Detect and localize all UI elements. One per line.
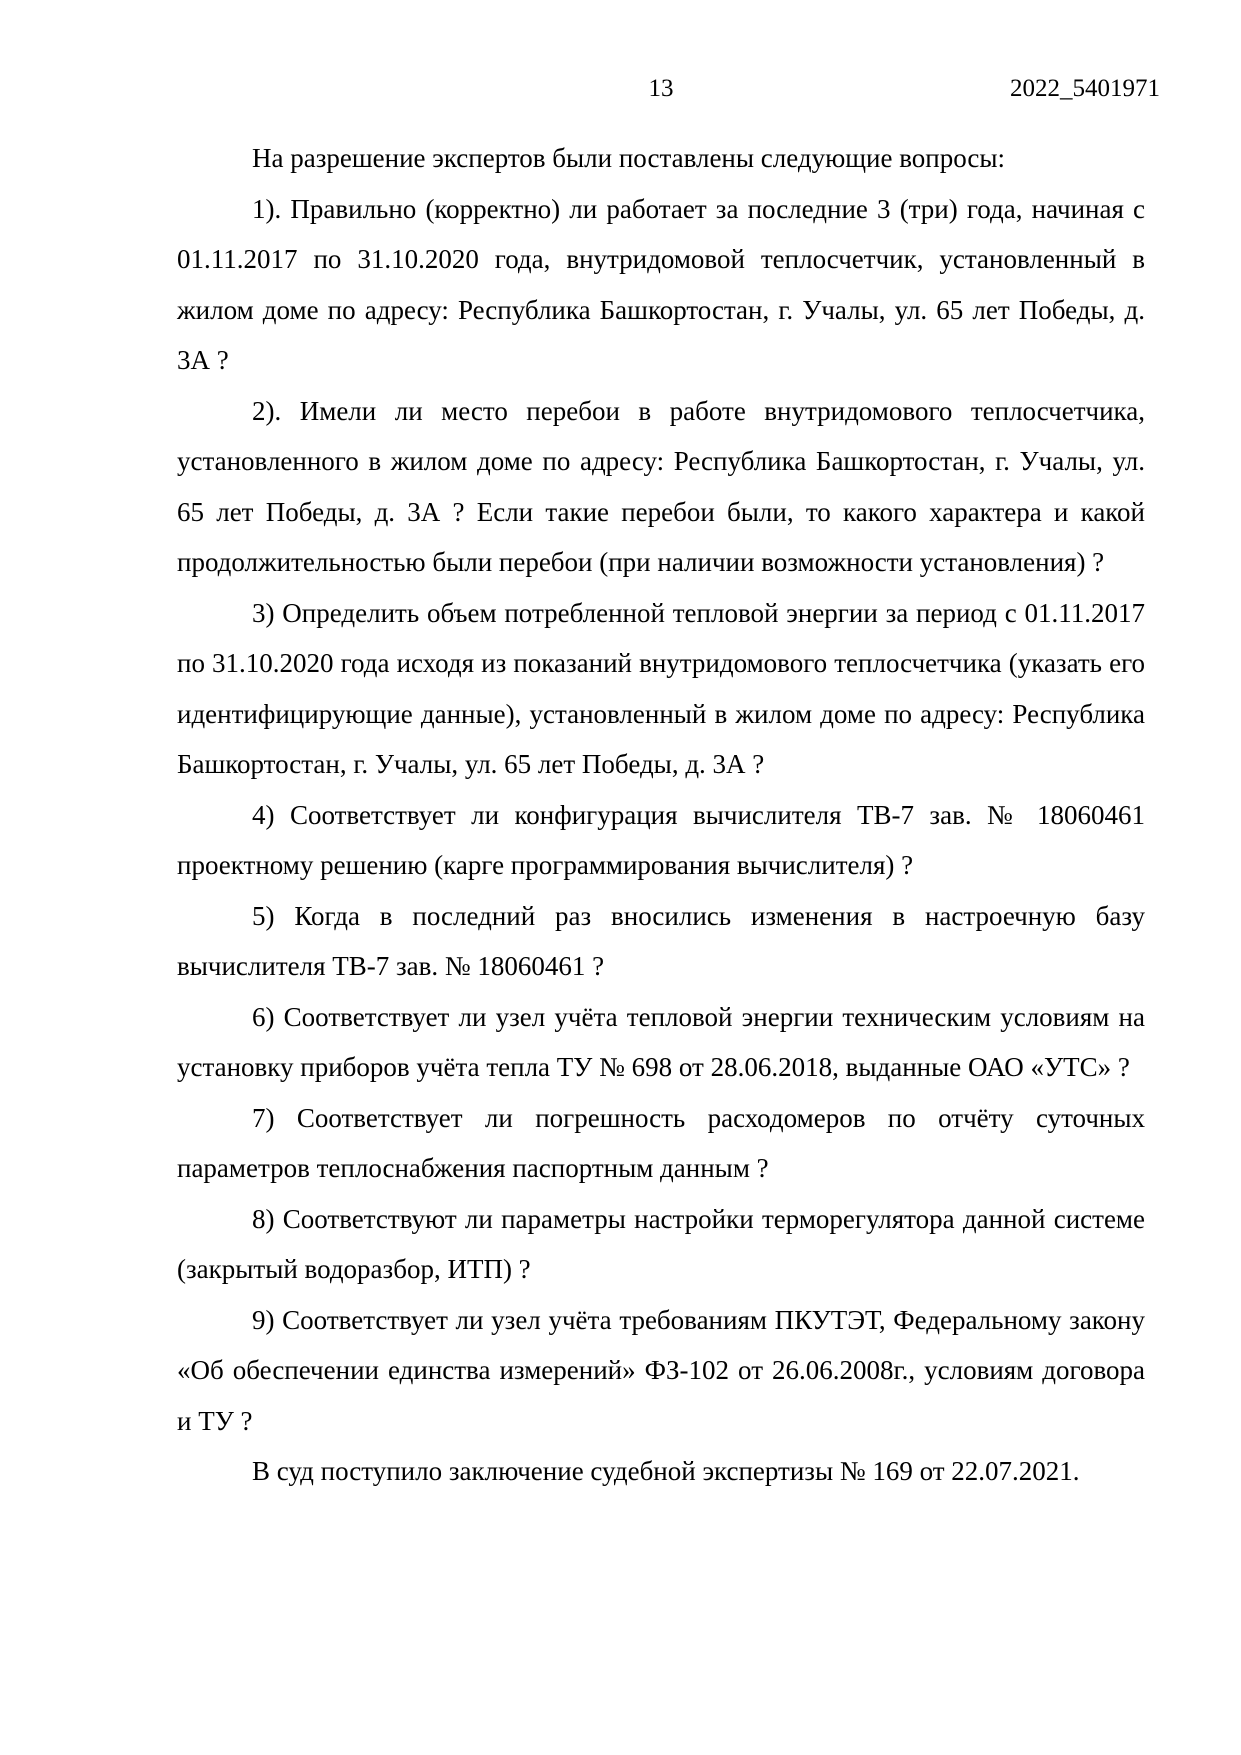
document-body (177, 133, 1145, 1497)
paragraph-question-7: 7) Соответствует ли погрешность расходомеров по отчёту суточных параметров теплоснабжения паспортным данным ? (177, 1102, 1145, 1183)
paragraph-intro: На разрешение экспертов были поставлены следующие вопросы: (252, 143, 1006, 173)
paragraph-question-6: 6) Соответствует ли узел учёта тепловой энергии техническим условиям на установку приборов учёта тепла ТУ № 698 от 28.06.2018, выданные ОАО «УТС» ? (177, 1001, 1145, 1082)
paragraph-question-8: 8) Соответствуют ли параметры настройки терморегулятора данной системе (закрытый водоразбор, ИТП) ? (177, 1203, 1145, 1284)
page-number: 13 (648, 75, 674, 102)
paragraph-question-4: 4) Соответствует ли конфигурация вычислителя ТВ-7 зав. № 18060461 проектному решению (карге программирования вычислителя) ? (177, 799, 1145, 880)
document-id: 2022_5401971 (1010, 75, 1160, 102)
paragraph-question-5: 5) Когда в последний раз вносились изменения в настроечную базу вычислителя ТВ-7 зав. № 18060461 ? (177, 900, 1145, 981)
paragraph-question-9: 9) Соответствует ли узел учёта требованиям ПКУТЭТ, Федеральному закону «Об обеспечении единства измерений» ФЗ-102 от 26.06.2008г., условиям договора и ТУ ? (177, 1304, 1145, 1436)
paragraph-question-2: 2). Имели ли место перебои в работе внутридомового теплосчетчика, установленного в жилом доме по адресу: Республика Башкортостан, г. Учалы, ул. 65 лет Победы, д. 3А ? Если такие перебои были, то какого характера и какой продолжительностью были перебои (при наличии возможности установления) ? (177, 395, 1145, 577)
paragraph-conclusion: В суд поступило заключение судебной экспертизы № 169 от 22.07.2021. (252, 1456, 1080, 1486)
paragraph-question-3: 3) Определить объем потребленной тепловой энергии за период с 01.11.2017 по 31.10.2020 года исходя из показаний внутридомового теплосчетчика (указать его идентифицирующие данные), установленный в жилом доме по адресу: Республика Башкортостан, г. Учалы, ул. 65 лет Победы, д. 3А ? (177, 597, 1145, 779)
paragraph-question-1: 1). Правильно (корректно) ли работает за последние 3 (три) года, начиная с 01.11.2017 по 31.10.2020 года, внутридомовой теплосчетчик, установленный в жилом доме по адресу: Республика Башкортостан, г. Учалы, ул. 65 лет Победы, д. 3А ? (177, 193, 1145, 375)
